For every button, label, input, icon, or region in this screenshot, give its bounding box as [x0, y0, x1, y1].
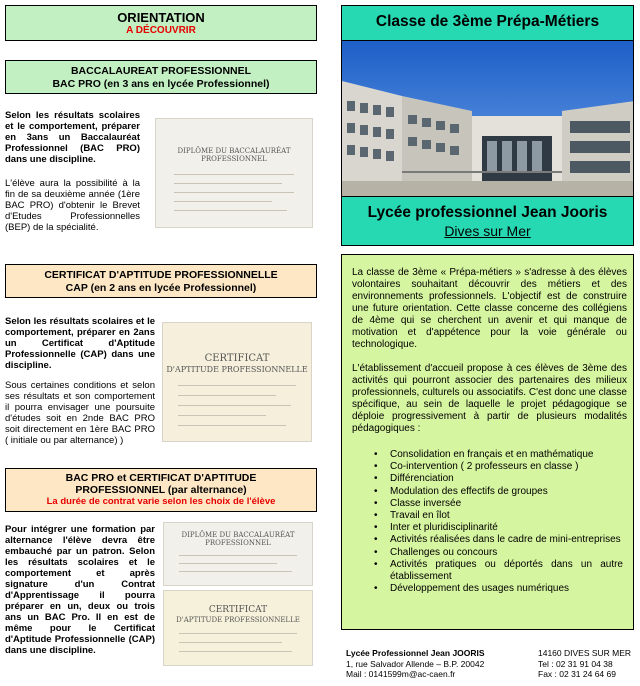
cap-diploma-text2: D'APTITUDE PROFESSIONNELLE — [166, 365, 308, 374]
footer-right — [538, 648, 638, 680]
orientation-title: ORIENTATION — [117, 10, 205, 25]
cap-title: CERTIFICAT D'APTITUDE PROFESSIONNELLE — [44, 269, 278, 281]
school-name: Lycée professionnel Jean Jooris — [367, 204, 608, 221]
alternance-diploma-image-1 — [163, 522, 313, 586]
alternance-para: Pour intégrer une formation par alternance l'élève devra être embauché par un patron. Selon les résultats scolaires et le comportement et après signature d'un Contrat d'Apprentissage il pourra préparer en un, deux ou trois ans un BAC Pro. Il en est de même pour le Certificat d'Aptitude Professionnelle (CAP) dans une discipline. — [5, 524, 155, 656]
orientation-header — [5, 5, 317, 41]
list-item: • Co-intervention ( 2 professeurs en classe ) — [390, 461, 627, 473]
list-item: • Inter et pluridisciplinarité — [390, 522, 627, 534]
footer-fax: Fax : 02 31 24 64 69 — [538, 669, 616, 679]
bac-pro-para1: Selon les résultats scolaires et le comportement, préparer en 3ans un Baccalauréat Professionnel (BAC PRO) dans une discipline. — [5, 110, 140, 165]
cap-diploma-image — [162, 322, 312, 442]
footer-name: Lycée Professionnel Jean JOORIS — [346, 648, 485, 658]
bac-pro-diploma-text: DIPLÔME DU BACCALAURÉAT PROFESSIONNEL — [177, 147, 291, 163]
list-item: • Modulation des effectifs de groupes — [390, 486, 627, 498]
alternance-diploma-text3: CERTIFICAT — [208, 605, 268, 615]
cap-diploma-text1: CERTIFICAT — [204, 353, 270, 364]
alternance-diploma-text2: PROFESSIONNEL — [205, 539, 271, 547]
bac-pro-diploma-image — [155, 118, 313, 228]
bac-pro-title: BACCALAUREAT PROFESSIONNEL — [70, 65, 252, 77]
alternance-header — [5, 468, 317, 512]
description-para1: La classe de 3ème « Prépa-métiers » s'adresse à des élèves volontaires souhaitant découvrir des métiers et des environnements professionnels. L'objectif est de construire une future orientation. Cette classe concerne des collégiens de 4ème qui se cherchent un avenir et qui manque de motivation et d'appétence pour la voie générale ou technologique. — [352, 267, 627, 350]
footer-mail: Mail : 0141599m@ac-caen.fr — [346, 669, 456, 679]
list-item: • Développement des usages numériques — [390, 583, 627, 595]
school-city: Dives sur Mer — [444, 223, 531, 239]
footer-city: 14160 DIVES SUR MER — [538, 648, 632, 658]
cap-header — [5, 264, 317, 298]
school-banner — [341, 196, 634, 246]
description-panel — [341, 254, 634, 630]
classe-title-banner — [341, 5, 634, 41]
list-item: • Différenciation — [390, 473, 627, 485]
modalites-list — [352, 449, 627, 595]
bac-pro-header — [5, 60, 317, 94]
alternance-title1: BAC PRO et CERTIFICAT D'APTITUDE — [65, 472, 257, 484]
footer-address: 1, rue Salvador Allende – B.P. 20042 — [346, 658, 485, 669]
alternance-diploma-text4: D'APTITUDE PROFESSIONNELLE — [176, 616, 300, 624]
bac-pro-para2: L'élève aura la possibilité à la fin de sa deuxième année (1ère BAC PRO) d'obtenir le Brevet d'Etudes Professionnelles (BEP) de la spécialité. — [5, 178, 140, 233]
alternance-diploma-image-2 — [163, 590, 313, 666]
footer-tel: Tel : 02 31 91 04 38 — [538, 658, 613, 669]
classe-title: Classe de 3ème Prépa-Métiers — [375, 13, 600, 30]
cap-para1: Selon les résultats scolaires et le comportement, préparer en 2ans un Certificat d'Aptitude Professionnelle (CAP) dans une discipline. — [5, 316, 155, 371]
list-item: • Travail en îlot — [390, 510, 627, 522]
alternance-diploma-text1: DIPLÔME DU BACCALAURÉAT — [181, 531, 295, 539]
orientation-subtitle: A DÉCOUVRIR — [126, 25, 196, 36]
bac-pro-subtitle: BAC PRO (en 3 ans en lycée Professionnel) — [52, 78, 270, 90]
alternance-title2: PROFESSIONNEL (par alternance) — [75, 484, 247, 496]
footer-left — [346, 648, 506, 680]
list-item: • Classe inversée — [390, 498, 627, 510]
cap-para2: Sous certaines conditions et selon ses résultats et son comportement il pourra envisager une poursuite d'études soit en 2nde BAC PRO soit directement en 1ère BAC PRO ( initiale ou par alternance) ) — [5, 380, 155, 446]
list-item: • Consolidation en français et en mathématique — [390, 449, 627, 461]
list-item: • Activités réalisées dans le cadre de mini-entreprises — [390, 534, 627, 546]
alternance-subtitle: La durée de contrat varie selon les choix de l'élève — [46, 496, 276, 507]
list-item: • Challenges ou concours — [390, 547, 627, 559]
description-para2: L'établissement d'accueil propose à ces élèves de 3ème des activités qui pourront associer des partenaires des milieux professionnels, culturels ou associatifs. C'est donc une classe spécifique, au sein de laquelle le projet pédagogique se déploie progressivement à partir de plusieurs modalités pédagogiques : — [352, 363, 627, 434]
cap-subtitle: CAP (en 2 ans en lycée Professionnel) — [65, 282, 257, 294]
school-photo — [341, 41, 634, 196]
list-item: • Activités pratiques ou déportés dans un autre établissement — [390, 559, 627, 583]
